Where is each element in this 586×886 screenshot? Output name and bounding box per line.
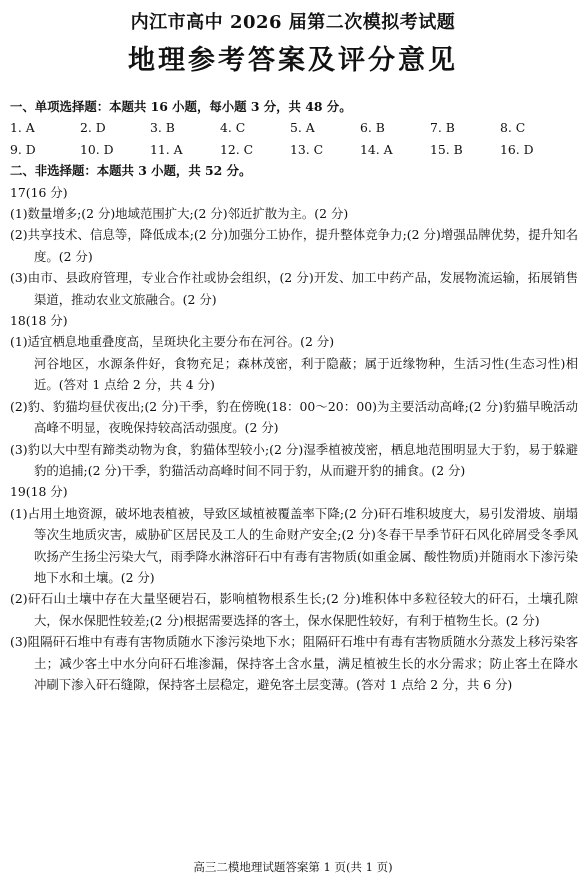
q18-answer-2: (2)豹、豹猫均昼伏夜出;(2 分)干季，豹在傍晚(18：00～20：00)为主要活动高峰;(2 分)豹猫早晚活动高峰不明显，夜晚保持较高活动强度。(2 分) xyxy=(10,398,578,436)
q17-label: 17(16 分) xyxy=(10,184,68,200)
q17-answer-3: (3)由市、县政府管理，专业合作社或协会组织，(2 分)开发、加工中药产品，发展物流运输，拓展销售渠道，推动农业文旅融合。(2 分) xyxy=(10,270,578,307)
part1-heading: 一、单项选择题：本题共 16 小题，每小题 3 分，共 48 分。 xyxy=(10,99,352,114)
mc-answer: 10. D xyxy=(80,141,114,157)
q19-answer-1: (1)占用土地资源，破坏地表植被，导致区域植被覆盖率下降;(2 分)矸石堆积坡度大，易引发滑坡、崩塌等次生地质灾害，威胁矿区居民及工人的生命财产安全;(2 分)冬春干旱季节矸石风化碎屑受冬季风吹扬产生扬尘污染大气，雨季降水淋溶矸石中有毒有害物质(如重金属、酸性物质)并随雨水下渗污染地下水和土壤。(2 分) xyxy=(10,505,578,585)
q19-answer-3: (3)阻隔矸石堆中有毒有害物质随水下渗污染地下水；阻隔矸石堆中有毒有害物质随水分蒸发上移污染客土；减少客土中水分向矸石堆渗漏，保持客土含水量，满足植被生长的水分需求；防止客土在降水冲刷下渗入矸石缝隙，保持客土层稳定，避免客土层变薄。(答对 1 点给 2 分，共 6 分) xyxy=(10,634,578,692)
part2-heading: 二、非选择题：本题共 3 小题，共 52 分。 xyxy=(10,163,252,179)
mc-answer: 11. A xyxy=(150,141,183,157)
q17-answer-1: (1)数量增多;(2 分)地域范围扩大;(2 分)邻近扩散为主。(2 分) xyxy=(10,206,349,222)
mc-answer: 1. A xyxy=(10,120,35,136)
q18-answer-3: (3)豹以大中型有蹄类动物为食，豹猫体型较小;(2 分)湿季植被茂密，栖息地范围明显大于豹，易于躲避豹的追捕;(2 分)干季，豹猫活动高峰时间不同于豹，从而避开豹的捕食。(2 分) xyxy=(10,441,578,478)
page-footer: 高三二模地理试题答案第 1 页(共 1 页) xyxy=(193,860,393,874)
answer-content xyxy=(10,96,578,695)
q19-label: 19(18 分) xyxy=(10,484,68,500)
q18-answer-1: (1)适宜栖息地重叠度高，呈斑块化主要分布在河谷。(2 分) xyxy=(10,334,335,350)
answer-key-title: 地理参考答案及评分意见 xyxy=(128,45,458,76)
mc-answer: 5. A xyxy=(290,120,315,136)
q18-label: 18(18 分) xyxy=(10,313,68,329)
mc-answers-row-2 xyxy=(10,139,578,160)
exam-title: 内江市高中 2026 届第二次模拟考试题 xyxy=(130,12,456,33)
q18-answer-1-detail: 河谷地区，水源条件好，食物充足；森林茂密，利于隐蔽；属于近缘物种，生活习性(生态习性)相近。(答对 1 点给 2 分，共 4 分) xyxy=(34,355,578,393)
mc-answer: 8. C xyxy=(500,120,526,136)
mc-answer: 7. B xyxy=(430,120,455,136)
mc-answer: 12. C xyxy=(220,141,254,157)
mc-answer: 13. C xyxy=(290,141,324,157)
mc-answer: 6. B xyxy=(360,120,385,136)
mc-answer: 3. B xyxy=(150,120,175,136)
mc-answer: 2. D xyxy=(80,120,106,136)
mc-answers-row-1 xyxy=(10,117,578,138)
mc-answer: 4. C xyxy=(220,120,246,136)
mc-answer: 9. D xyxy=(10,141,36,157)
mc-answer: 15. B xyxy=(430,141,463,157)
q19-answer-2: (2)矸石山土壤中存在大量坚硬岩石，影响植物根系生长;(2 分)堆积体中多粒径较大的矸石，土壤孔隙大，保水保肥性较差;(2 分)根据需要选择的客土，保水保肥性较好，有利于植物生长。(2 分) xyxy=(10,591,578,628)
mc-answer: 16. D xyxy=(500,141,534,157)
mc-answer: 14. A xyxy=(360,141,393,157)
q17-answer-2: (2)共享技术、信息等，降低成本;(2 分)加强分工协作，提升整体竞争力;(2 分)增强品牌优势，提升知名度。(2 分) xyxy=(10,227,578,264)
